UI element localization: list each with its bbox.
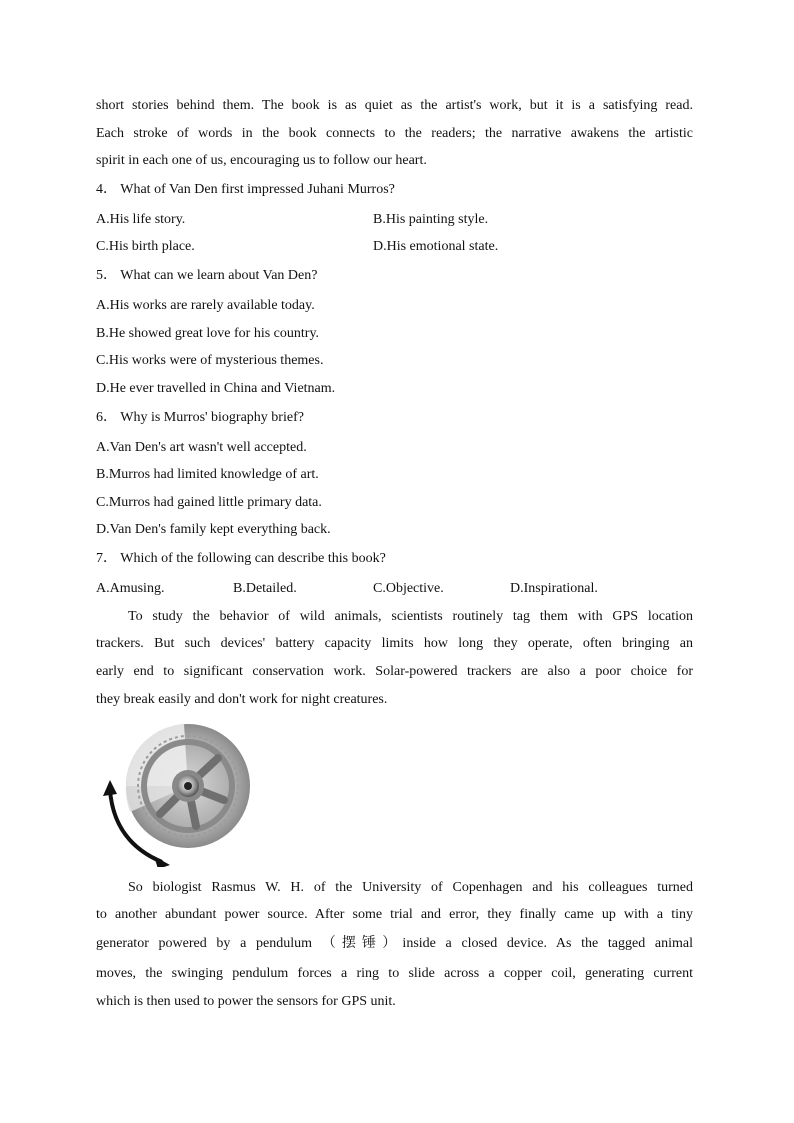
passage-line: short stories behind them. The book is as quiet as the artist's work, but it is a satisfying read.	[96, 98, 693, 113]
passage-line: which is then used to power the sensors for GPS unit.	[96, 994, 396, 1009]
question-6	[96, 408, 304, 428]
passage-line: To study the behavior of wild animals, scientists routinely tag them with GPS location	[128, 609, 693, 624]
option-d[interactable]: D.His emotional state.	[373, 239, 499, 254]
option-b[interactable]: B.Murros had limited knowledge of art.	[96, 467, 319, 482]
passage-line: So biologist Rasmus W. H. of the University of Copenhagen and his colleagues turned	[128, 880, 693, 895]
passage-line: spirit in each one of us, encouraging us to follow our heart.	[96, 153, 427, 168]
passage-line: they break easily and don't work for night creatures.	[96, 692, 388, 707]
option-a[interactable]: A.His works are rarely available today.	[96, 298, 315, 313]
question-4	[96, 180, 395, 200]
option-a[interactable]: A.His life story.	[96, 212, 186, 227]
passage-line: trackers. But such devices' battery capacity limits how long they operate, often bringing an	[96, 636, 693, 651]
option-b[interactable]: B.Detailed.	[233, 581, 297, 596]
pendulum-generator-figure	[100, 722, 260, 867]
option-b[interactable]: B.His painting style.	[373, 212, 489, 227]
passage-line: moves, the swinging pendulum forces a ring to slide across a copper coil, generating current	[96, 966, 693, 981]
passage-line: to another abundant power source. After some trial and error, they finally came up with a tiny	[96, 907, 693, 922]
question-number: 5．	[96, 268, 117, 283]
question-number: 4．	[96, 182, 117, 197]
question-number: 6．	[96, 410, 117, 425]
question-number: 7．	[96, 551, 117, 566]
question-7	[96, 549, 386, 569]
option-c[interactable]: C.His works were of mysterious themes.	[96, 353, 324, 368]
passage-line: Each stroke of words in the book connects to the readers; the narrative awakens the artistic	[96, 126, 693, 141]
passage-line: generator powered by a pendulum （摆锤）inside a closed device. As the tagged animal	[96, 936, 693, 951]
option-b[interactable]: B.He showed great love for his country.	[96, 326, 320, 341]
option-c[interactable]: C.His birth place.	[96, 239, 195, 254]
question-text: Which of the following can describe this book?	[120, 551, 386, 566]
question-text: What of Van Den first impressed Juhani Murros?	[120, 182, 395, 197]
option-a[interactable]: A.Van Den's art wasn't well accepted.	[96, 440, 307, 455]
question-text: What can we learn about Van Den?	[120, 268, 318, 283]
pendulum-generator-illustration	[100, 722, 260, 867]
option-c[interactable]: C.Objective.	[373, 581, 444, 596]
option-a[interactable]: A.Amusing.	[96, 581, 165, 596]
passage-line: early end to significant conservation work. Solar-powered trackers are also a poor choice for	[96, 664, 693, 679]
option-d[interactable]: D.He ever travelled in China and Vietnam.	[96, 381, 336, 396]
option-c[interactable]: C.Murros had gained little primary data.	[96, 495, 322, 510]
option-d[interactable]: D.Inspirational.	[510, 581, 598, 596]
question-5	[96, 266, 317, 286]
option-d[interactable]: D.Van Den's family kept everything back.	[96, 522, 331, 537]
question-text: Why is Murros' biography brief?	[120, 410, 304, 425]
